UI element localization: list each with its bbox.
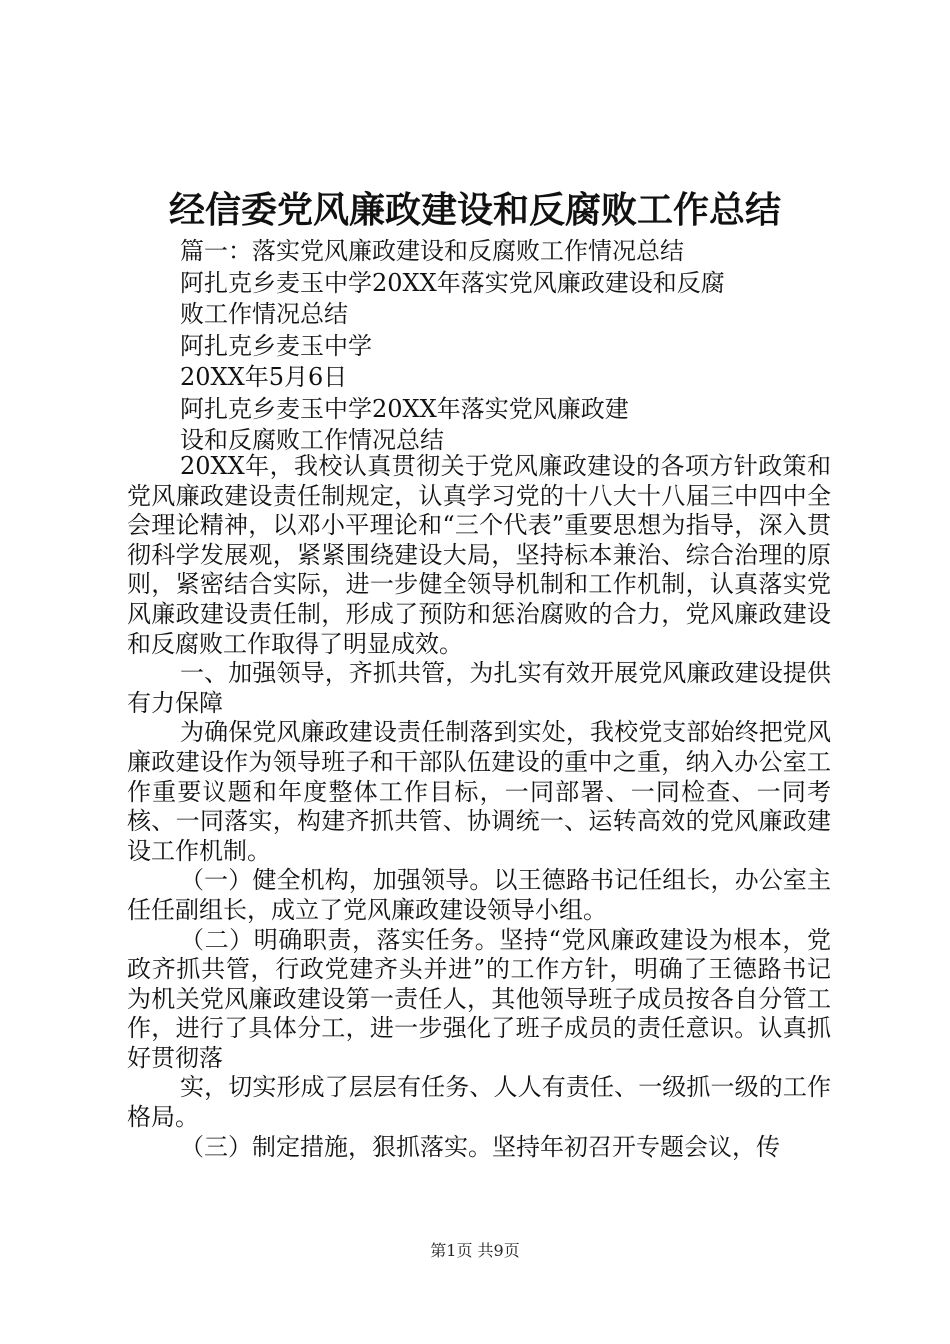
document-body bbox=[127, 452, 831, 1162]
paragraph: 为确保党风廉政建设责任制落到实处，我校党支部始终把党风廉政建设作为领导班子和干部队伍建设的重中之重，纳入办公室工作重要议题和年度整体工作目标，一同部署、一同检查、一同考核、一同落实，构建齐抓共管、协调统一、运转高效的党风廉政建设工作机制。 bbox=[127, 718, 831, 865]
header-line: 阿扎克乡麦玉中学 bbox=[180, 331, 372, 360]
page-number: 第1页 共9页 bbox=[430, 1241, 520, 1260]
section-heading: 一、加强领导，齐抓共管，为扎实有效开展党风廉政建设提供有力保障 bbox=[127, 659, 831, 717]
paragraph: 实，切实形成了层层有任务、人人有责任、一级抓一级的工作格局。 bbox=[127, 1073, 831, 1132]
header-line: 阿扎克乡麦玉中学20XX年落实党风廉政建 bbox=[180, 394, 629, 423]
paragraph: （二）明确职责，落实任务。坚持“党风廉政建设为根本，党政齐抓共管，行政党建齐头并进”的工作方针，明确了王德路书记为机关党风廉政建设第一责任人，其他领导班子成员按各自分管工作，进行了具体分工，进一步强化了班子成员的责任意识。认真抓好贯彻落 bbox=[127, 925, 831, 1072]
header-block bbox=[180, 236, 880, 457]
header-line: 设和反腐败工作情况总结 bbox=[180, 426, 444, 454]
paragraph: 20XX年，我校认真贯彻关于党风廉政建设的各项方针政策和党风廉政建设责任制规定，认真学习党的十八大十八届三中四中全会理论精神，以邓小平理论和“三个代表”重要思想为指导，深入贯彻科学发展观，紧紧围绕建设大局，坚持标本兼治、综合治理的原则，紧密结合实际，进一步健全领导机制和工作机制，认真落实党风廉政建设责任制，形成了预防和惩治腐败的合力，党风廉政建设和反腐败工作取得了明显成效。 bbox=[127, 452, 831, 658]
header-line: 20XX年5月6日 bbox=[180, 363, 348, 391]
paragraph: （一）健全机构，加强领导。以王德路书记任组长，办公室主任任副组长，成立了党风廉政建设领导小组。 bbox=[127, 866, 831, 924]
document-title: 经信委党风廉政建设和反腐败工作总结 bbox=[168, 189, 781, 231]
paragraph: （三）制定措施，狠抓落实。坚持年初召开专题会议，传 bbox=[180, 1132, 780, 1161]
header-line: 阿扎克乡麦玉中学20XX年落实党风廉政建设和反腐 bbox=[180, 268, 725, 297]
header-line: 篇一：落实党风廉政建设和反腐败工作情况总结 bbox=[180, 237, 684, 265]
header-line: 败工作情况总结 bbox=[180, 300, 348, 328]
